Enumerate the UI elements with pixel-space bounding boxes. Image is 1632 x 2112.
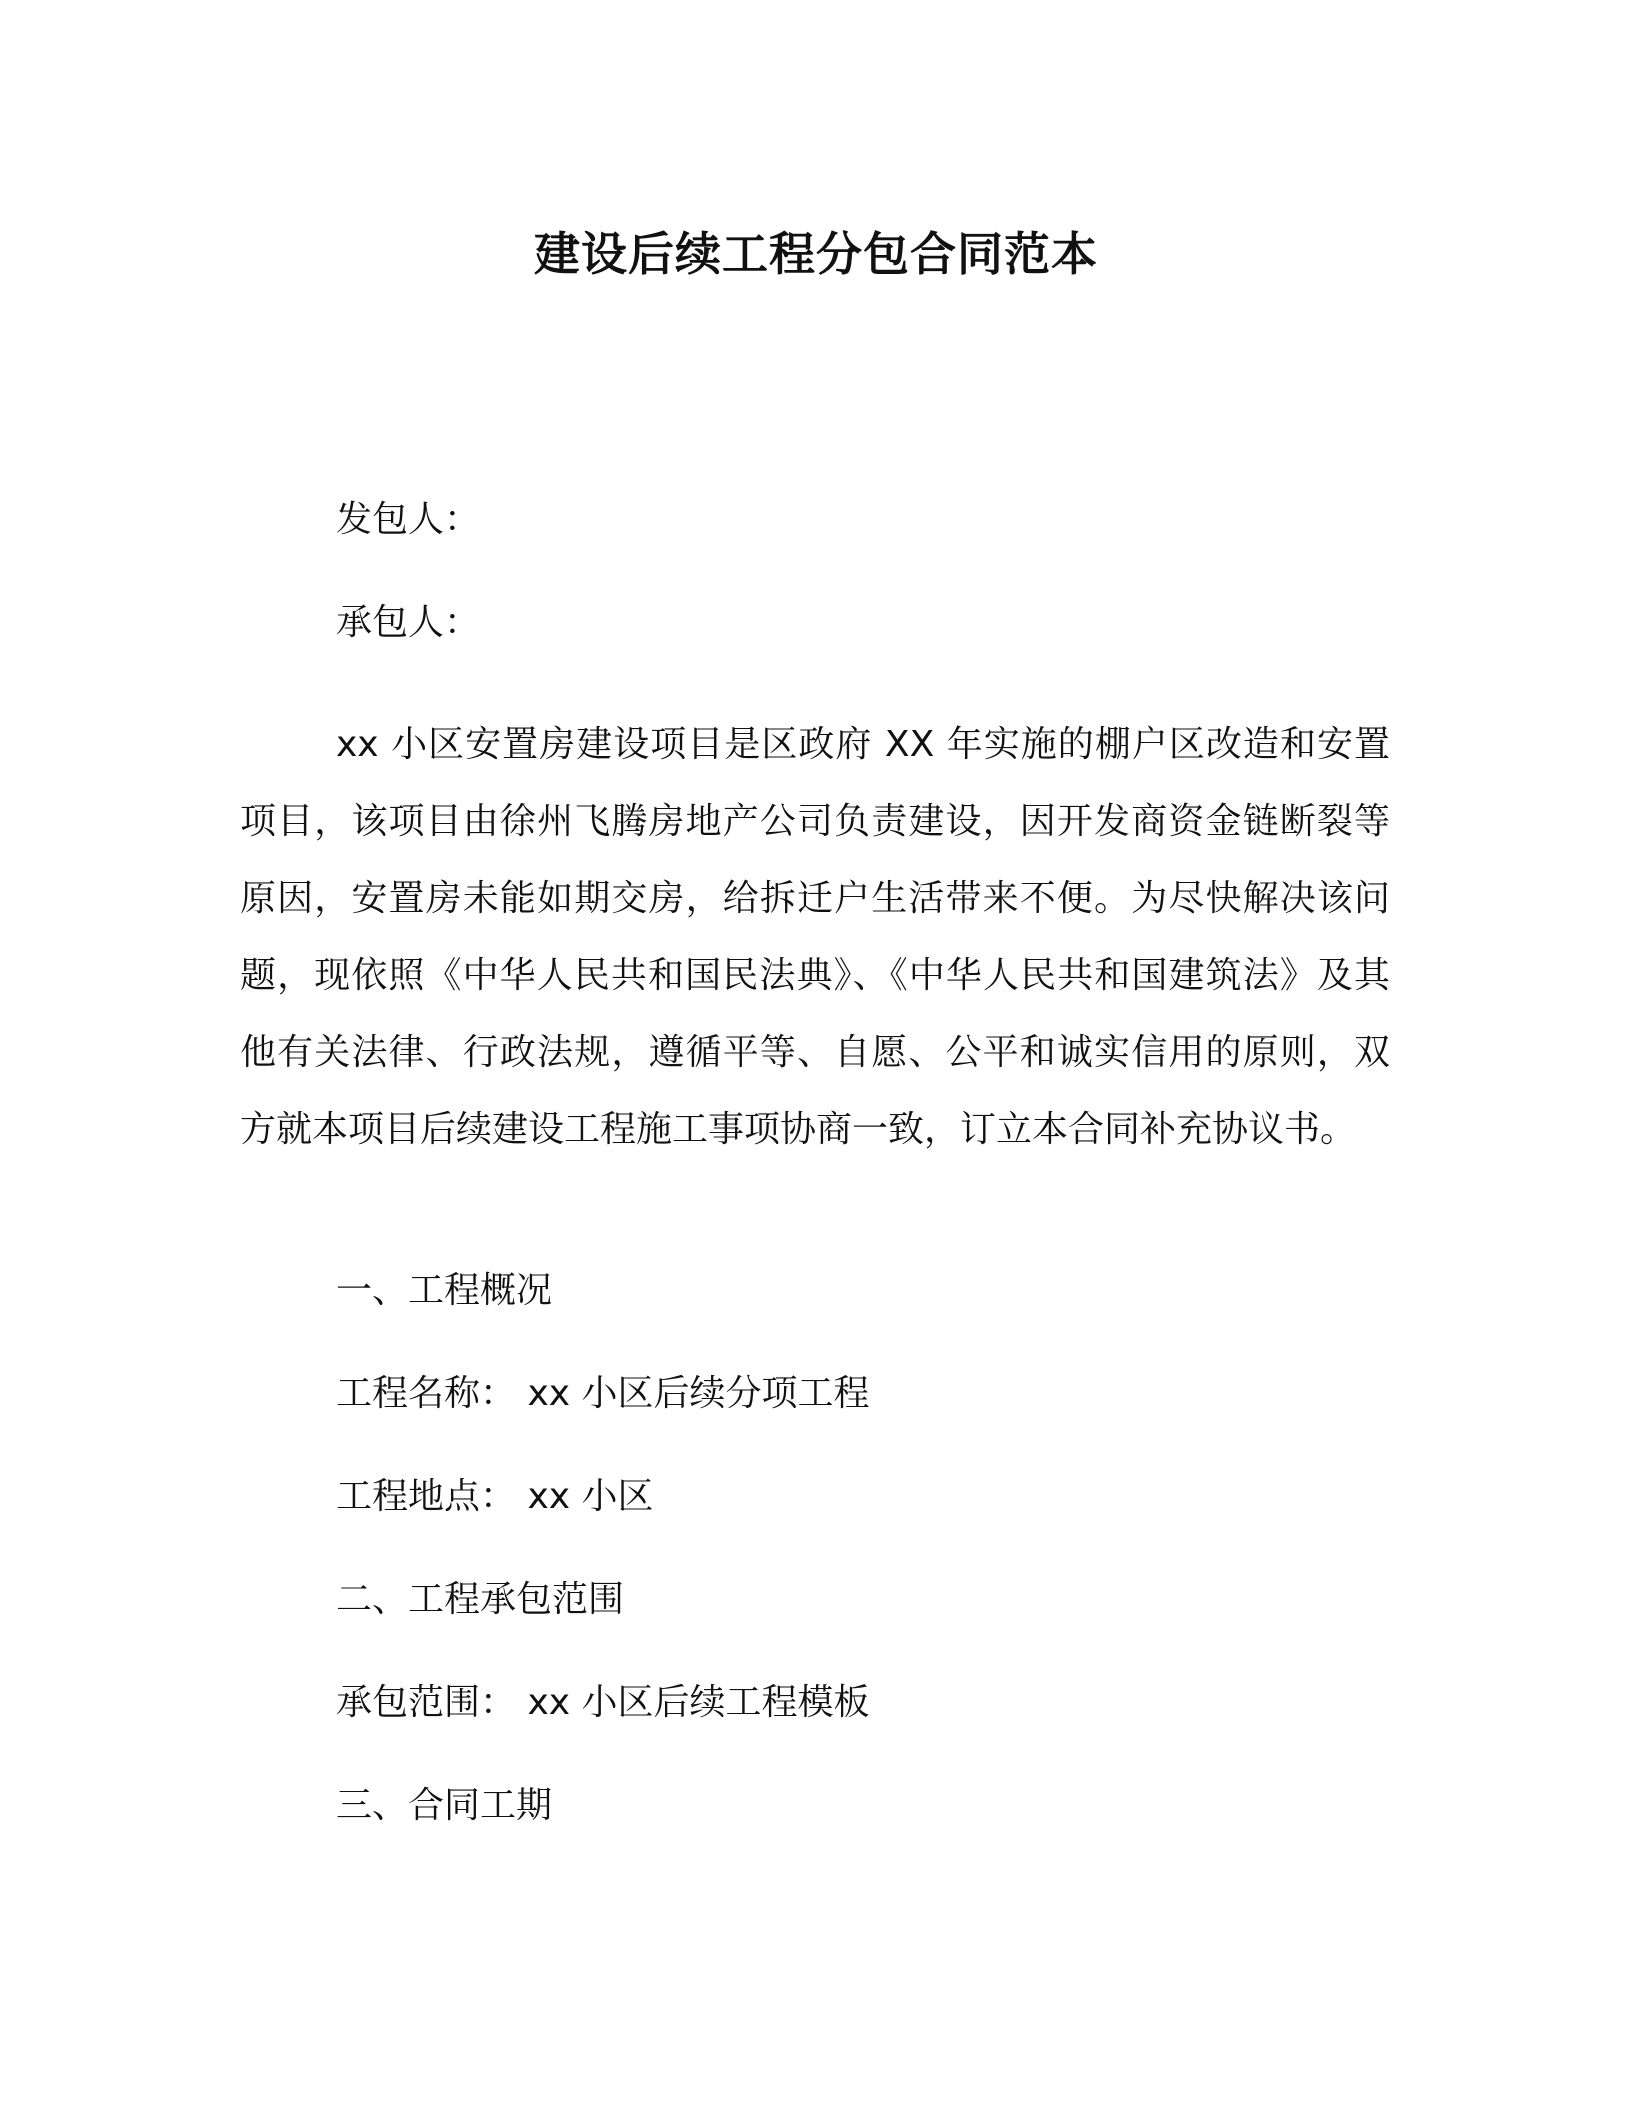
- project-name: 工程名称： xx 小区后续分项工程: [336, 1373, 870, 1414]
- contract-scope: 承包范围： xx 小区后续工程模板: [336, 1682, 870, 1723]
- project-location: 工程地点： xx 小区: [336, 1476, 654, 1517]
- section-2-heading: 二、工程承包范围: [336, 1579, 625, 1620]
- party-a-label: 发包人：: [336, 499, 481, 540]
- section-3-heading: 三、合同工期: [336, 1785, 553, 1826]
- section-1-heading: 一、工程概况: [336, 1270, 553, 1311]
- party-b-label: 承包人：: [336, 602, 481, 643]
- intro-paragraph: xx 小区安置房建设项目是区政府 XX 年实施的棚户区改造和安置项目，该项目由徐州飞腾房地产公司负责建设，因开发商资金链断裂等原因，安置房未能如期交房，给拆迁户生活带来不便。为尽快解决该问题，现依照《中华人民共和国民法典》、《中华人民共和国建筑法》及其他有关法律、行政法规，遵循平等、自愿、公平和诚实信用的原则，双方就本项目后续建设工程施工事项协商一致，订立本合同补充协议书。: [240, 724, 1390, 1150]
- document-title: 建设后续工程分包合同范本: [534, 227, 1098, 281]
